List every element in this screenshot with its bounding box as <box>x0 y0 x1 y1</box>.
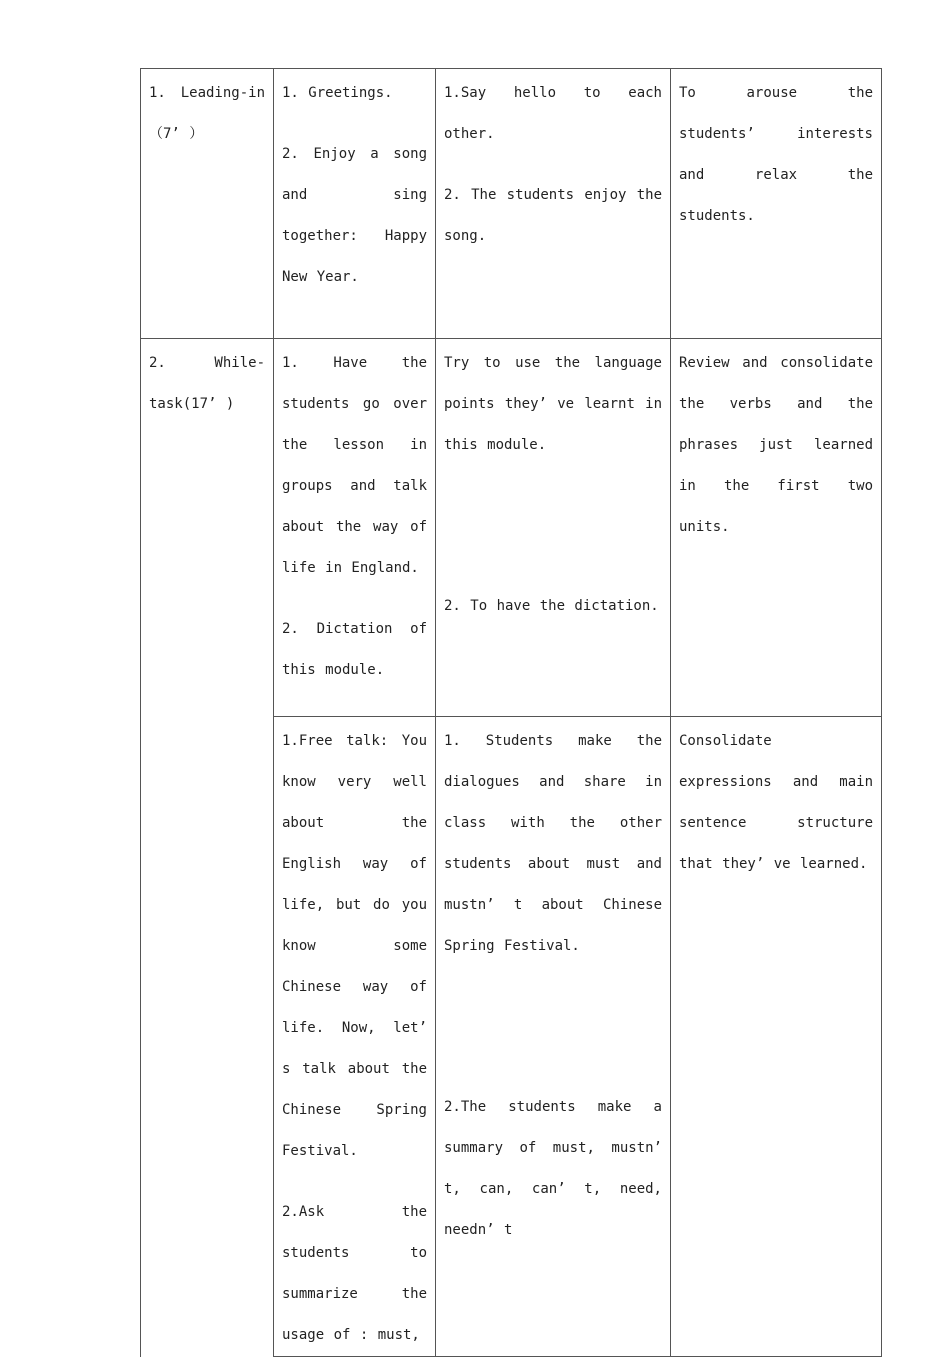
teacher-activity-cell <box>274 69 436 339</box>
student-step-1: 1. Students make the dialogues and share in class with the other students about must and mustn’ t about Chinese Spring Festival. <box>444 733 662 954</box>
student-step-2: 2. The students enjoy the song. <box>444 187 662 244</box>
student-activity-cell <box>436 339 671 717</box>
teacher-step-2: 2.Ask the students to summarize the usage of : must, <box>282 1204 427 1343</box>
teacher-step-1: 1. Greetings. <box>282 85 393 101</box>
student-activity-cell <box>436 69 671 339</box>
purpose-cell: Review and consolidate the verbs and the phrases just learned in the first two units. <box>671 339 882 717</box>
teacher-activity-cell <box>274 339 436 717</box>
table-row-leading-in <box>141 69 882 339</box>
student-step-2: 2. To have the dictation. <box>444 598 659 614</box>
teacher-step-1: 1.Free talk: You know very well about the English way of life, but do you know some Chinese way of life. Now, let’ s talk about the Chinese Spring Festival. <box>282 733 427 1159</box>
purpose-cell: To arouse the students’ interests and relax the students. <box>671 69 882 339</box>
teacher-step-2: 2. Enjoy a song and sing together: Happy New Year. <box>282 146 427 285</box>
table-row-while-task <box>141 339 882 717</box>
teacher-step-2: 2. Dictation of this module. <box>282 621 427 678</box>
teacher-activity-cell <box>274 717 436 1357</box>
stage-cell: 2. While-task(17’ ) <box>141 339 274 1357</box>
student-step-2: 2.The students make a summary of must, mustn’ t, can, can’ t, need, needn’ t <box>444 1099 662 1238</box>
purpose-cell: Consolidate expressions and main sentence structure that they’ ve learned. <box>671 717 882 1357</box>
stage-cell: 1. Leading-in （7’ ） <box>141 69 274 339</box>
student-step-1: 1.Say hello to each other. <box>444 85 662 142</box>
student-step-1: Try to use the language points they’ ve learnt in this module. <box>444 355 662 453</box>
student-activity-cell <box>436 717 671 1357</box>
teacher-step-1: 1. Have the students go over the lesson in groups and talk about the way of life in England. <box>282 355 427 576</box>
lesson-plan-table <box>140 68 882 1357</box>
